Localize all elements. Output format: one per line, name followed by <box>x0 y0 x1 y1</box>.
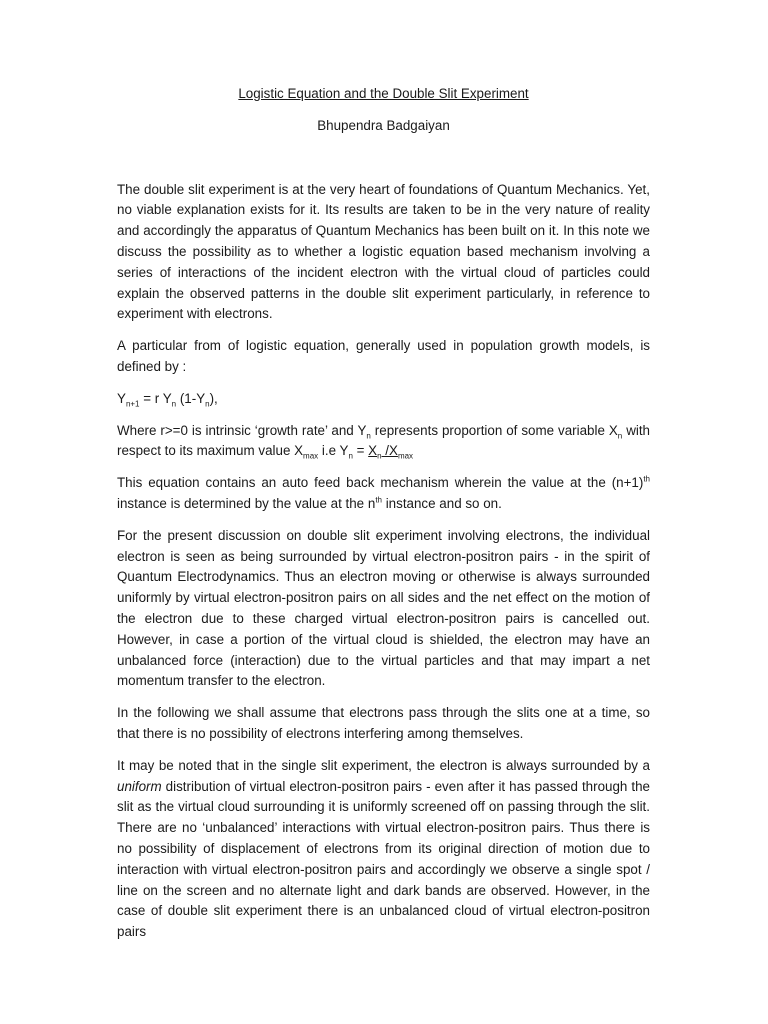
paragraph-logistic-definition: A particular from of logistic equation, generally used in population growth models, is defined by : <box>117 338 650 374</box>
paragraph-one-at-a-time: In the following we shall assume that electrons pass through the slits one at a time, so that there is no possibility of electrons interfering among themselves. <box>117 705 650 741</box>
document-title: Logistic Equation and the Double Slit Experiment <box>238 86 529 101</box>
paragraph-intro: The double slit experiment is at the very heart of foundations of Quantum Mechanics. Yet, no viable explanation exists for it. Its results are taken to be in the very nature of reality and accordingly the apparatus of Quantum Mechanics has been built on it. In this note we discuss the possibility as to whether a logistic equation based mechanism involving a series of interactions of the incident electron with the virtual cloud of particles could explain the observed patterns in the double slit experiment particularly, in reference to experiment with electrons. <box>117 181 650 322</box>
paragraph-single-slit: It may be noted that in the single slit experiment, the electron is always surrounded by a uniform distribution of virtual electron-positron pairs - even after it has passed through the slit as the virtual cloud surrounding it is uniformly screened off on passing through the slit. There are no ‘unbalanced’ interactions with virtual electron-positron pairs. Thus there is no possibility of displacement of electrons from its original direction of motion due to interaction with virtual electron-positron pairs and accordingly we observe a single spot / line on the screen and no alternate light and dark bands are observed. However, in the case of double slit experiment there is an unbalanced cloud of virtual electron-positron pairs <box>117 757 650 940</box>
ratio-expression: $X_n$ $/X_{max}$ <box>368 443 414 462</box>
equation-logistic: $Y_{n+1} = r$ $Y_n$ $(1-Y_n)$, <box>117 390 218 409</box>
paragraph-feedback: This equation contains an auto feed back mechanism wherein the value at the $(n+1)^{th}$ instance is determined by the value at the $n^{th}$ instance and so on. <box>117 474 650 511</box>
paragraph-virtual-pairs: For the present discussion on double slit experiment involving electrons, the individual electron is seen as being surrounded by virtual electron-positron pairs - in the spirit of Quantum Electrodynamics. Thus an electron moving or otherwise is always surrounded uniformly by virtual electron-positron pairs on all sides and the net effect on the motion of the electron due to these charged virtual electron-positron pairs is cancelled out. However, in case a portion of the virtual cloud is shielded, the electron may have an unbalanced force (interaction) due to the virtual particles and that may impart a net momentum transfer to the electron. <box>117 527 650 689</box>
document-page <box>117 84 650 943</box>
author-name: Bhupendra Badgaiyan <box>317 117 450 133</box>
paragraph-growth-rate: Where r>=0 is intrinsic ‘growth rate’ and $Y_n$ represents proportion of some variable $X_n$ with respect to its maximum value $X_{max}$ i.e $Y_n = X_n$ $/X_{max}$ <box>117 422 651 462</box>
